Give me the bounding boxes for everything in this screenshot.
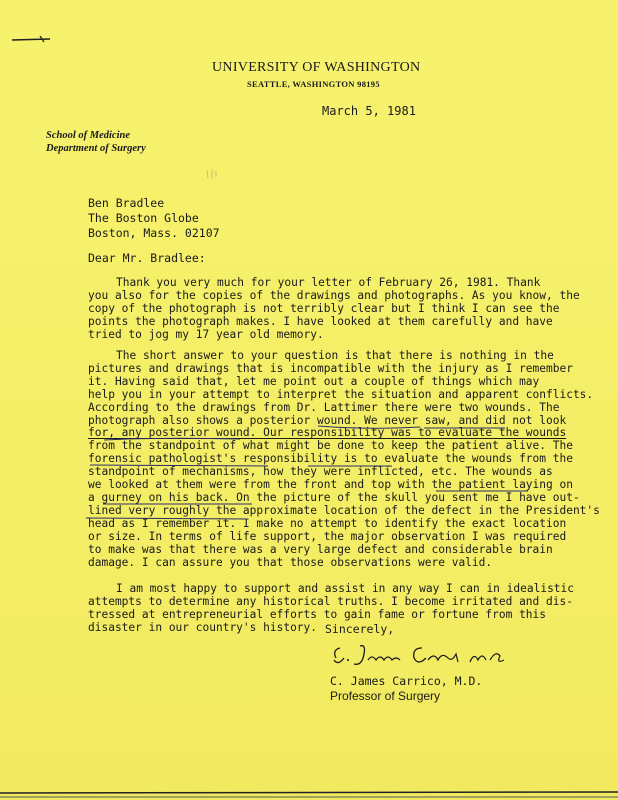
letterhead-address: SEATTLE, WASHINGTON 98195 xyxy=(247,79,380,89)
letter-date: March 5, 1981 xyxy=(322,104,416,118)
recipient-name: Ben Bradlee xyxy=(88,196,165,210)
paragraph-line: copy of the photograph is not terribly clear but I think I can see the xyxy=(88,301,560,315)
department-block xyxy=(46,129,146,155)
department-line: Department of Surgery xyxy=(46,143,146,154)
paragraph-line: points the photograph makes. I have looked at them carefully and have xyxy=(88,314,553,328)
paragraph-line: from the standpoint of what might be done to keep the patient alive. The xyxy=(88,439,573,453)
paragraph-line: damage. I can assure you that those observations were valid. xyxy=(88,555,493,569)
recipient-address xyxy=(88,196,220,241)
paragraph-line: head as I remember it. I make no attempt to identify the exact location xyxy=(88,516,567,530)
paragraph-line: I am most happy to support and assist in any way I can in idealistic xyxy=(116,582,575,595)
paragraph-line: you also for the copies of the drawings and photographs. As you know, the xyxy=(88,288,580,302)
scan-bottom-edge xyxy=(0,788,618,800)
paragraph-line: lined very roughly the approximate location of the defect in the President's xyxy=(88,503,600,517)
paper-smudge xyxy=(205,168,219,180)
corner-pen-mark xyxy=(10,30,52,46)
paragraph-line: According to the drawings from Dr. Lattimer there were two wounds. The xyxy=(88,400,560,414)
paragraph-line: photograph also shows a posterior wound. We never saw, and did not look xyxy=(88,413,567,427)
letterhead-organization: UNIVERSITY OF WASHINGTON xyxy=(212,60,421,75)
paragraph-line: Thank you very much for your letter of February 26, 1981. Thank xyxy=(116,276,541,289)
paragraph-line: attempts to determine any historical truths. I become irritated and dis- xyxy=(88,594,573,608)
paragraph-line: tried to jog my 17 year old memory. xyxy=(88,327,324,341)
paragraph-line: standpoint of mechanisms, how they were inflicted, etc. The wounds as xyxy=(88,465,553,479)
school-line: School of Medicine xyxy=(46,130,130,141)
paragraph-line: tressed at entrepreneurial efforts to gain fame or fortune from this xyxy=(88,607,547,621)
paragraph-line: we looked at them were from the front and top with the patient laying on xyxy=(88,478,573,492)
signatory-title: Professor of Surgery xyxy=(330,689,441,703)
paragraph-line: it. Having said that, let me point out a couple of things which may xyxy=(88,374,540,388)
recipient-city: Boston, Mass. 02107 xyxy=(88,226,220,240)
paragraph-line: disaster in our country's history. xyxy=(88,620,318,634)
paragraph-line: forensic pathologist's responsibility is to evaluate the wounds from the xyxy=(88,452,573,466)
paragraph-1 xyxy=(88,276,580,342)
paragraph-line: pictures and drawings that is incompatible with the injury as I remember xyxy=(88,361,573,375)
paragraph-line: or size. In terms of life support, the major observation I was required xyxy=(88,529,567,543)
paragraph-line: help you in your attempt to interpret the situation and apparent conflicts. xyxy=(88,387,594,401)
paragraph-line: to make was that there was a very large defect and considerable brain xyxy=(88,542,553,556)
recipient-organization: The Boston Globe xyxy=(88,211,199,225)
paragraph-line: a gurney on his back. On the picture of the skull you sent me I have out- xyxy=(88,490,580,504)
closing: Sincerely, xyxy=(325,622,395,636)
paragraph-line: The short answer to your question is that there is nothing in the xyxy=(116,349,554,362)
paragraph-line: for, any posterior wound. Our responsibility was to evaluate the wounds xyxy=(88,426,567,440)
handwritten-signature xyxy=(330,638,510,672)
signatory-name: C. James Carrico, M.D. xyxy=(330,674,483,688)
paragraph-2 xyxy=(88,349,600,569)
salutation: Dear Mr. Bradlee: xyxy=(88,251,206,265)
